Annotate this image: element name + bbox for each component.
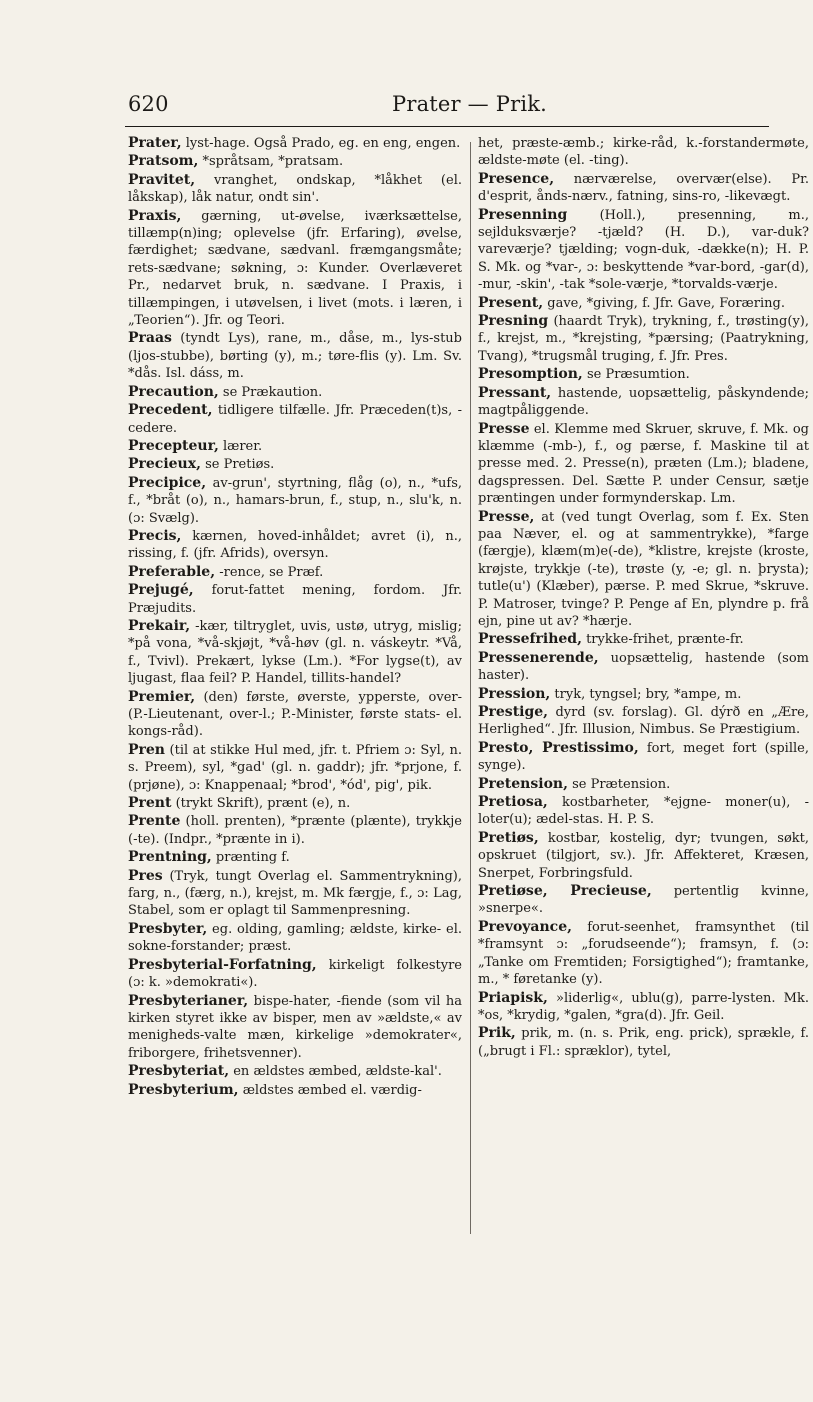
entry-headword: Prestige, [478, 704, 549, 720]
entry-definition: forut-seenhet, framsynthet (til *framsynt ɔ: „forudseende“); framsyn, f. (ɔ: „Tanke om Fremtiden; Forsigtighed“); framtanke, m., * føretanke (y). [478, 919, 809, 988]
dictionary-entry [128, 1063, 462, 1080]
dictionary-entry [128, 456, 462, 473]
entry-definition: trykke-frihet, prænte-fr. [581, 632, 744, 648]
entry-headword: Priapisk, [478, 989, 548, 1006]
dictionary-entry [128, 582, 462, 617]
entry-definition: gave, *giving, f. Jfr. Gave, Foræring. [543, 295, 785, 311]
entry-headword: Presbyterianer, [128, 992, 249, 1009]
dictionary-entry [478, 919, 809, 989]
entry-definition: lærer. [218, 438, 263, 454]
dictionary-entry [128, 172, 462, 207]
entry-headword: Prevoyance, [478, 918, 572, 935]
entry-headword: Precepteur, [128, 437, 219, 454]
entry-headword: Prent [128, 795, 172, 812]
entry-definition: (haardt Tryk), trykning, f., trøsting(y), f., krejst, m., *krejsting, *pærsing; (Paatrykning, Tvang), *trugsmål truging, f. Jfr. Pres. [478, 314, 809, 364]
entry-definition: -rence, se Præf. [215, 564, 324, 580]
dictionary-entry [478, 313, 809, 365]
entry-definition: vranghet, ondskap, *låkhet (el. låkskap), låk natur, ondt sin'. [128, 172, 462, 206]
entry-headword: Pres [128, 867, 163, 884]
entry-definition: tidligere tilfælle. Jfr. Præceden(t)s, -cedere. [128, 403, 462, 436]
entry-definition: se Prætension. [567, 776, 671, 792]
entry-headword: Pressenerende, [478, 649, 599, 666]
left-column [128, 135, 462, 1100]
dictionary-entry [128, 330, 462, 382]
entry-headword: Prente [128, 813, 181, 830]
entry-definition: kostbar, kostelig, dyr; tvungen, søkt, opskruet (tilgjort, sv.). Jfr. Affekteret, Kræsen, Snerpet, Forbringsfuld. [478, 830, 809, 881]
entry-headword: Precieux, [128, 456, 201, 473]
entry-headword: Precaution, [128, 383, 219, 400]
entry-headword: Presbyteriat, [128, 1063, 230, 1080]
entry-definition: se Prækaution. [218, 384, 323, 400]
entry-headword: Presbyterial-Forfatning, [128, 956, 317, 973]
dictionary-entry [128, 921, 462, 956]
entry-headword: Pressefrihed, [478, 631, 582, 648]
dictionary-entry [478, 385, 809, 420]
dictionary-entry [128, 384, 462, 401]
entry-headword: Prentning, [128, 849, 212, 866]
dictionary-entry [128, 993, 462, 1063]
dictionary-entry [128, 528, 462, 563]
entry-headword: Pressant, [478, 384, 552, 401]
dictionary-entry [128, 402, 462, 437]
dictionary-entry [128, 618, 462, 688]
entry-headword: Pretension, [478, 775, 568, 792]
entry-definition: tryk, tyngsel; bry, *ampe, m. [550, 686, 742, 702]
right-column [478, 135, 809, 1061]
entry-headword: Pretiøs, [478, 829, 539, 846]
entry-headword: Presse [478, 420, 530, 437]
dictionary-entry [478, 509, 809, 631]
entry-definition: eg. olding, gamling; ældste, kirke- el. sokne-forstander; præst. [128, 921, 462, 955]
dictionary-entry [478, 366, 809, 383]
dictionary-entry [478, 171, 809, 206]
entry-headword: Present, [478, 294, 544, 311]
entry-definition: het, præste-æmb.; kirke-råd, k.-forstandermøte, ældste-møte (el. -ting). [478, 136, 809, 169]
entry-definition: fort, meget fort (spille, synge). [478, 740, 809, 774]
entry-definition: kirkeligt folkestyre (ɔ: k. »demokrati«). [128, 957, 462, 991]
entry-headword: Pretiøse, Precieuse, [478, 883, 652, 900]
entry-definition: se Pretiøs. [200, 457, 275, 473]
entry-headword: Presbyterium, [128, 1081, 239, 1098]
dictionary-entry [128, 475, 462, 527]
dictionary-entry [478, 135, 809, 170]
dictionary-entry [128, 868, 462, 920]
dictionary-entry [128, 208, 462, 330]
entry-definition: el. Klemme med Skruer, skruve, f. Mk. og klæmme (-mb-), f., og pærse, f. Maskine til at presse med. 2. Presse(n), præten (Lm.); bladene, dagspressen. Del. Sætte P. under Censur, sætje præntingen under formynderskap. Lm. [478, 421, 809, 507]
dictionary-entry [478, 990, 809, 1025]
entry-headword: Precis, [128, 527, 182, 544]
entry-definition: *språtsam, *pratsam. [198, 154, 344, 170]
entry-headword: Prik, [478, 1025, 516, 1042]
dictionary-entry [128, 564, 462, 581]
entry-definition: (Holl.), presenning, m., sejlduksværje? -tjæld? (H. D.), var-duk? vareværje? tjælding; vogn-duk, -dække(n); H. P. S. Mk. og *var-, ɔ: beskyttende *var-bord, -gar(d), -mur, -skin', -tak *sole-værje, *torvalds-værje. [478, 207, 809, 293]
entry-headword: Presning [478, 313, 549, 330]
dictionary-entry [128, 795, 462, 812]
entry-headword: Premier, [128, 688, 196, 705]
entry-headword: Pratsom, [128, 153, 199, 170]
entry-definition: nærværelse, overvær(else). Pr. d'esprit, ånds-nærv., fatning, sins-ro, -likevægt. [478, 171, 809, 205]
entry-headword: Prekair, [128, 617, 191, 634]
entry-headword: Praas [128, 330, 172, 347]
entry-headword: Pravitet, [128, 171, 196, 188]
entry-definition: prik, m. (n. s. Prik, eng. prick), sprækle, f. („brugt i Fl.: spræklor), tytel, [478, 1026, 809, 1059]
entry-definition: prænting f. [211, 850, 290, 866]
entry-headword: Preferable, [128, 563, 216, 580]
dictionary-entry [128, 135, 462, 152]
entry-headword: Pretiosa, [478, 794, 548, 811]
dictionary-entry [478, 686, 809, 703]
page-number: 620 [128, 92, 169, 116]
entry-definition: en ældstes æmbed, ældste-kal'. [229, 1064, 442, 1080]
dictionary-entry [478, 740, 809, 775]
entry-definition: av-grun', styrtning, flåg (o), n., *ufs, f., *bråt (o), n., hamars-brun, f., stup, n., slu'k, n. (ɔ: Svælg). [128, 475, 462, 526]
entry-headword: Precipice, [128, 474, 207, 491]
dictionary-entry [478, 295, 809, 312]
header-rule [125, 126, 769, 127]
entry-definition: kærnen, hoved-inhåldet; avret (i), n., rissing, f. (jfr. Afrids), oversyn. [128, 528, 462, 562]
entry-definition: dyrd (sv. forslag). Gl. dýrð en „Ære, Herlighed“. Jfr. Illusion, Nimbus. Se Præstigium. [478, 705, 809, 738]
entry-headword: Presse, [478, 508, 535, 525]
entry-definition: »liderlig«, ublu(g), parre-lysten. Mk. *os, *krydig, *galen, *gra(d). Jfr. Geil. [478, 990, 809, 1023]
entry-definition: (holl. prenten), *prænte (plænte), trykkje (-te). (Indpr., *prænte in i). [128, 814, 462, 847]
running-title: Prater — Prik. [392, 92, 548, 116]
entry-headword: Presbyter, [128, 920, 208, 937]
entry-definition: bispe-hater, -fiende (som vil ha kirken styret ikke av bisper, men av »ældste,« av menigheds-valte mæn, kirkelige »demokrater«, friborgere, frihetsvenner). [128, 993, 462, 1061]
column-divider [470, 142, 471, 1234]
dictionary-entry [128, 813, 462, 848]
dictionary-entry [478, 776, 809, 793]
entry-definition: (den) første, øverste, ypperste, over- (P.-Lieutenant, over-l.; P.-Minister, første stats- el. kongs-råd). [128, 689, 462, 740]
entry-definition: kostbarheter, *ejgne- moner(u), -loter(u); ædel-stas. H. P. S. [478, 795, 809, 828]
entry-headword: Presence, [478, 170, 555, 187]
entry-definition: at (ved tungt Overlag, som f. Ex. Sten paa Næver, el. og at sammentrykke), *farge (færgje), klæm(m)e(-de), *klistre, krejste (kroste, krøjste, trykkje (-te), trøste (y, -e; gl. n. þrysta); tutle(u') (Klæber), pærse. P. med Skrue, *skruve. P. Matroser, tvinge? P. Penge af En, plyndre p. frå ejn, pine ut av? *hærje. [478, 509, 809, 629]
entry-definition: forut-fattet mening, fordom. Jfr. Præjudits. [128, 583, 462, 616]
dictionary-entry [128, 957, 462, 992]
entry-definition: uopsættelig, hastende (som haster). [478, 650, 809, 684]
entry-definition: pertentlig kvinne, »snerpe«. [478, 884, 809, 917]
dictionary-entry [128, 849, 462, 866]
dictionary-entry [128, 1082, 462, 1099]
entry-definition: gærning, ut-øvelse, iværksættelse, tillæmp(n)ing; oplevelse (jfr. Erfaring), øvelse, færdighet; sædvane, sædvanl. fræmgangsmåte; rets-sædvane; søkning, ɔ: Kunder. Overlæveret Pr., nedarvet bruk, n. sædvane. I Praxis, i tillæmpingen, i utøvelsen, i livet (mots. i læren, i „Teorien“). Jfr. og Teori. [128, 208, 462, 329]
entry-definition: (til at stikke Hul med, jfr. t. Pfriem ɔ: Syl, n. s. Preem), syl, *gad' (gl. n. gaddr); jfr. *prjone, f. (prjøne), ɔ: Knappenaal; *brod', *ód', pig', pik. [128, 742, 462, 793]
page-header [128, 92, 768, 122]
dictionary-entry [478, 883, 809, 918]
dictionary-entry [128, 742, 462, 794]
dictionary-entry [128, 153, 462, 170]
entry-definition: (trykt Skrift), prænt (e), n. [171, 796, 351, 812]
entry-headword: Pren [128, 741, 165, 758]
dictionary-entry [478, 794, 809, 829]
dictionary-entry [478, 421, 809, 508]
dictionary-entry [478, 650, 809, 685]
entry-definition: (Tryk, tungt Overlag el. Sammentrykning), farg, n., (færg, n.), krejst, m. Mk færgje, f., ɔ: Lag, Stabel, som er oplagt til Sammenpresning. [128, 868, 462, 919]
dictionary-entry [128, 438, 462, 455]
entry-headword: Precedent, [128, 402, 213, 419]
entry-definition: ældstes æmbed el. værdig- [238, 1082, 422, 1098]
dictionary-entry [478, 207, 809, 294]
entry-headword: Pression, [478, 685, 551, 702]
dictionary-entry [478, 704, 809, 739]
dictionary-entry [478, 830, 809, 882]
entry-headword: Presomption, [478, 366, 583, 383]
entry-definition: se Præsumtion. [582, 367, 690, 383]
entry-headword: Praxis, [128, 207, 182, 224]
entry-headword: Prater, [128, 135, 182, 151]
dictionary-entry [478, 631, 809, 648]
dictionary-entry [128, 689, 462, 741]
entry-definition: (tyndt Lys), rane, m., dåse, m., lys-stub (ljos-stubbe), børting (y), m.; tøre-flis (y). Lm. Sv. *dås. Isl. dáss, m. [128, 331, 462, 382]
dictionary-entry [478, 1025, 809, 1060]
entry-headword: Presto, Prestissimo, [478, 739, 639, 756]
entry-headword: Prejugé, [128, 582, 194, 599]
entry-definition: -kær, tiltryglet, uvis, ustø, utryg, mislig; *på vona, *vå-skjøjt, *vå-høv (gl. n. váskeytr. *Vå, f., Tvivl). Prekært, lykse (Lm.). *For lygse(t), av ljugast, flaa feil? P. Handel, tillits-handel? [128, 618, 462, 687]
entry-headword: Presenning [478, 206, 568, 223]
entry-definition: hastende, uopsættelig, påskyndende; magtpåliggende. [478, 385, 809, 419]
entry-definition: lyst-hage. Også Prado, eg. en eng, engen. [181, 136, 461, 151]
